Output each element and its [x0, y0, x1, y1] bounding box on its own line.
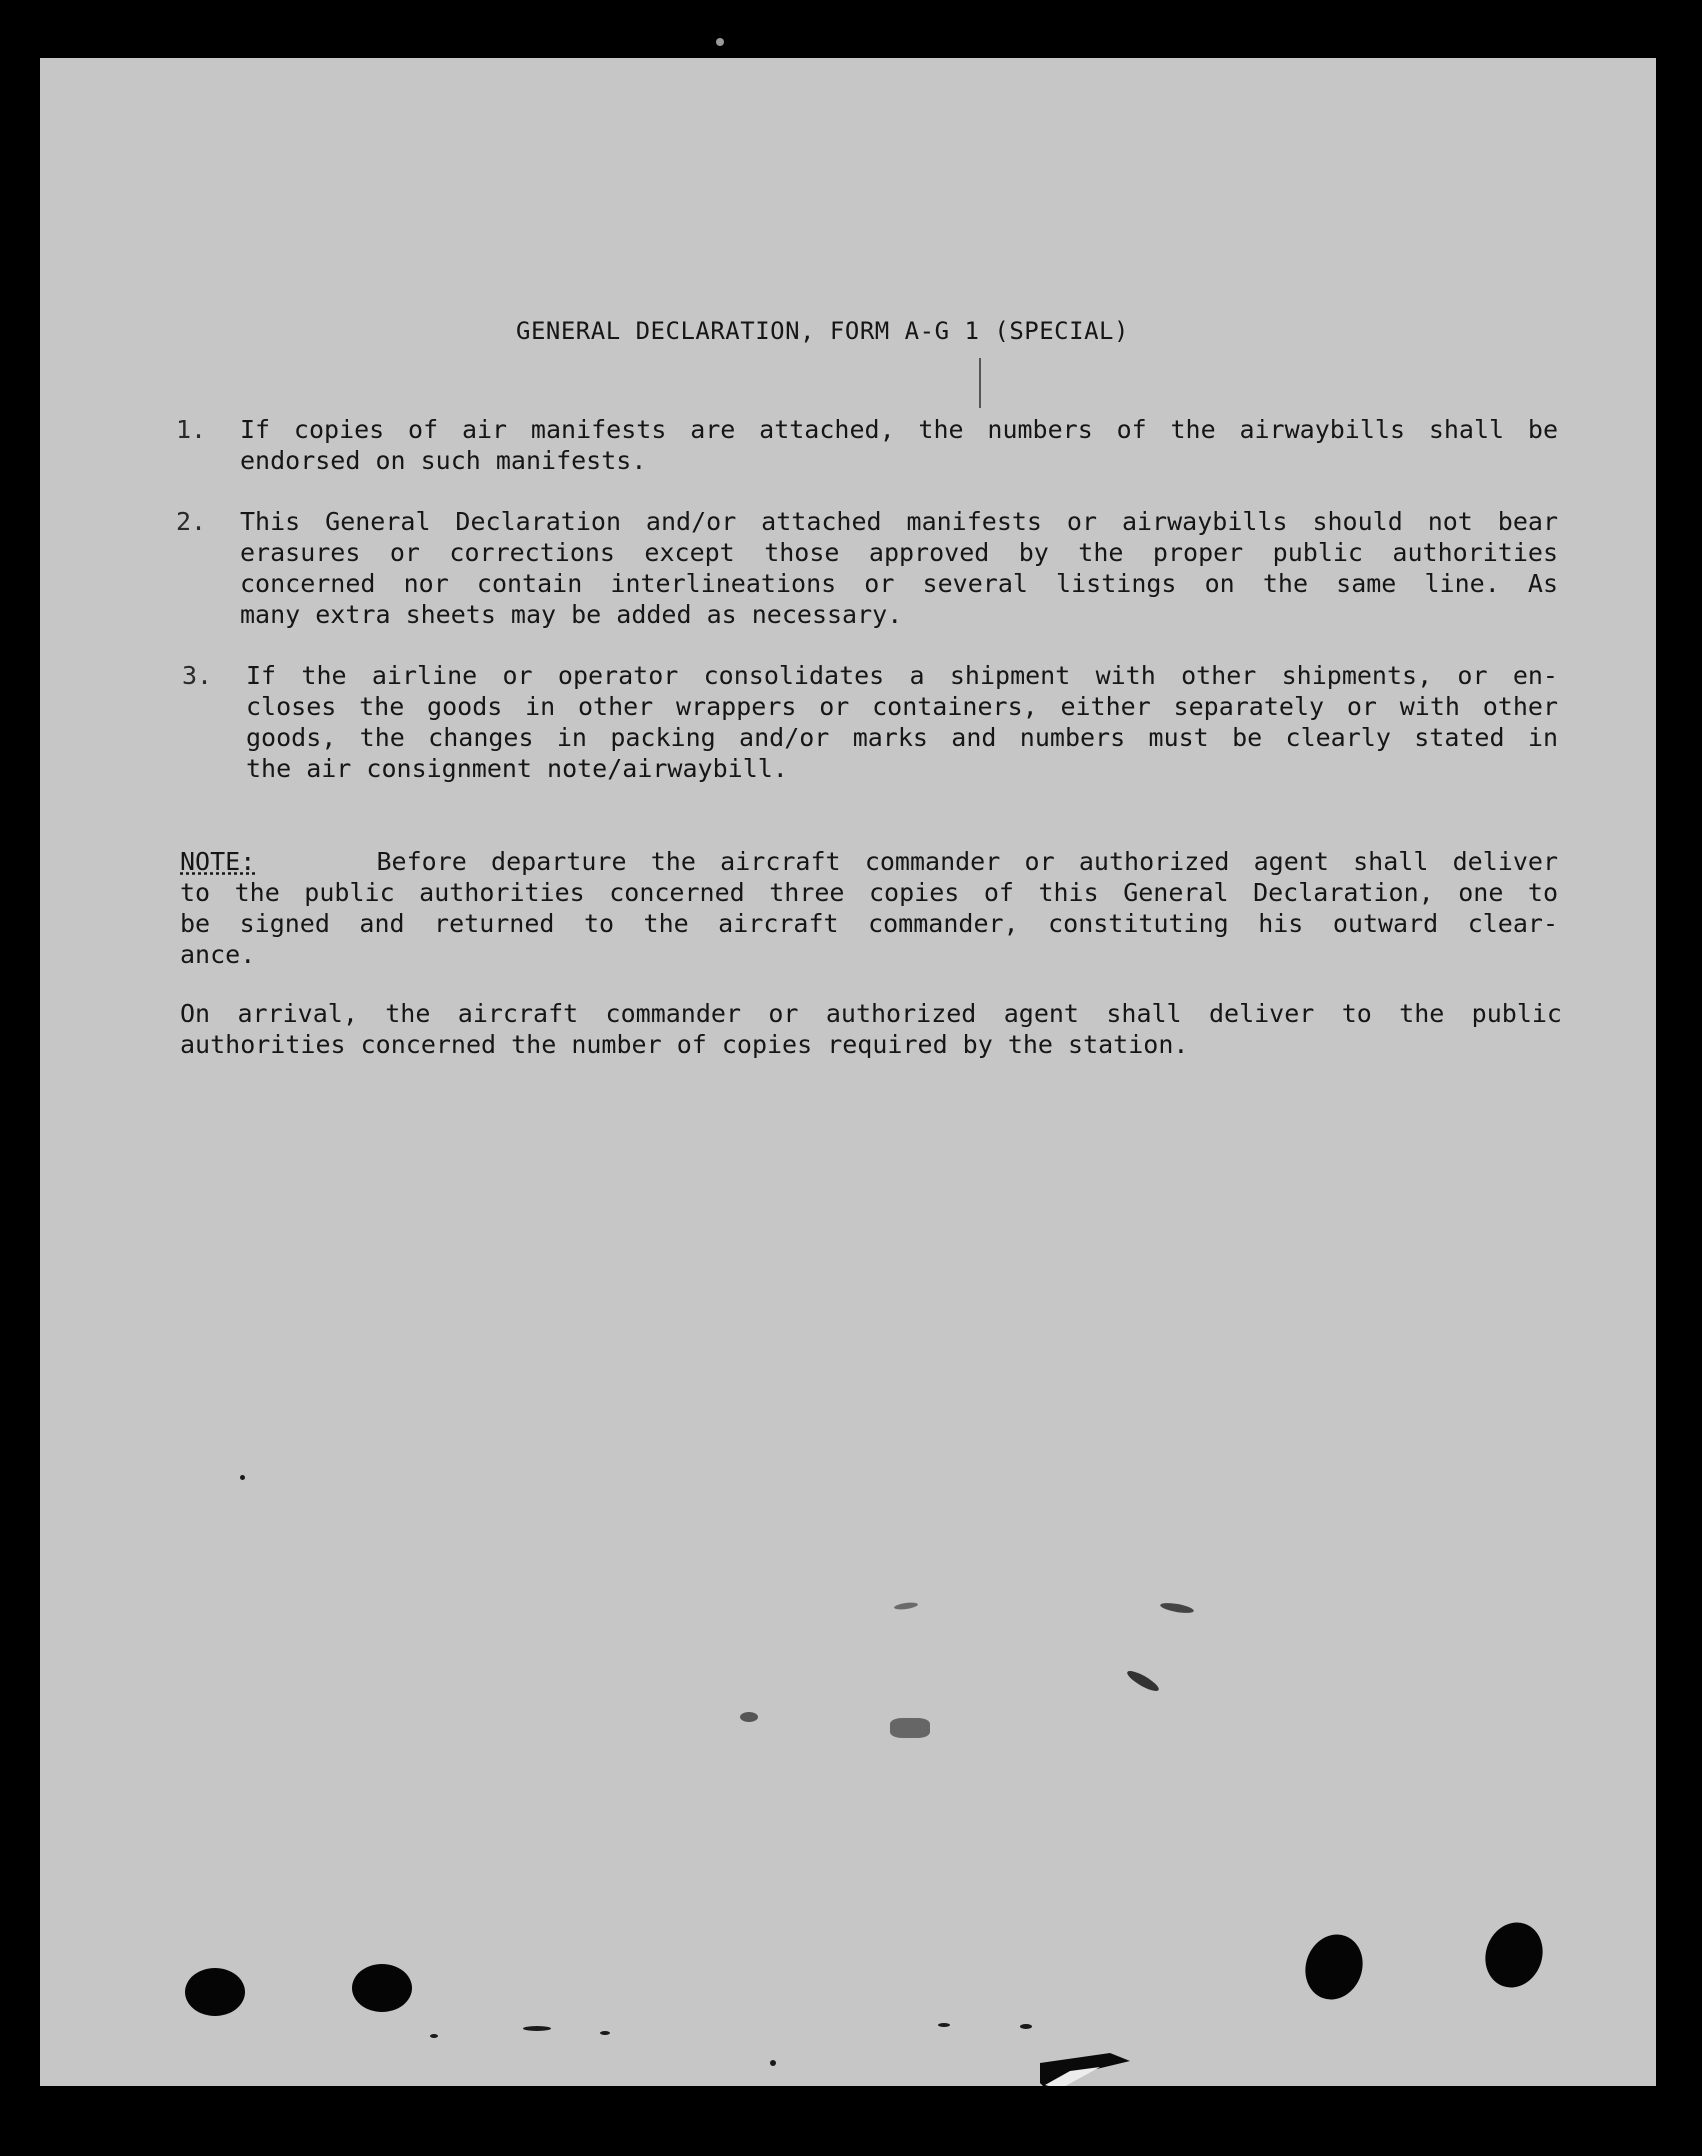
item-3-number: 3.	[182, 661, 213, 690]
item-1-number: 1.	[176, 415, 207, 444]
smudge-mark	[1160, 1601, 1195, 1615]
item-2-number: 2.	[176, 507, 207, 536]
smudge-mark	[1125, 1668, 1161, 1695]
dust-speck	[600, 2031, 610, 2035]
dust-speck	[523, 2026, 551, 2031]
faint-smudge	[740, 1712, 758, 1722]
item-3-line-3: goods, the changes in packing and/or marks and numbers must be clearly stated in	[246, 723, 1558, 752]
note-line-1	[180, 846, 1558, 877]
dust-speck	[1020, 2024, 1032, 2029]
dust-speck	[938, 2023, 950, 2027]
item-1-line-1: If copies of air manifests are attached, the numbers of the airwaybills shall be	[240, 415, 1558, 444]
margin-tick-mark	[979, 358, 981, 408]
dust-speck	[240, 1475, 245, 1480]
item-2-line-1: This General Declaration and/or attached manifests or airwaybills should not bear	[240, 507, 1558, 536]
arrival-paragraph	[180, 998, 1562, 1060]
item-1-text	[240, 414, 1558, 476]
item-3-line-4: the air consignment note/airwaybill.	[246, 754, 788, 783]
punch-hole	[1476, 1914, 1551, 1995]
item-2-line-2: erasures or corrections except those approved by the proper public authorities	[240, 538, 1558, 567]
note-line-4: ance.	[180, 940, 256, 969]
item-3-line-2: closes the goods in other wrappers or containers, either separately or with other	[246, 692, 1558, 721]
punch-hole	[352, 1964, 412, 2012]
item-1-line-2: endorsed on such manifests.	[240, 446, 647, 475]
note-first-line-text: Before departure the aircraft commander or authorized agent shall deliver	[376, 847, 1558, 876]
item-2-text	[240, 506, 1558, 630]
faint-smudge	[890, 1718, 930, 1738]
item-2-line-3: concerned nor contain interlineations or several listings on the same line. As	[240, 569, 1558, 598]
smudge-mark	[894, 1601, 919, 1610]
punch-hole	[185, 1968, 245, 2016]
item-3-text	[246, 660, 1558, 784]
torn-edge-mark	[1040, 2053, 1130, 2086]
document-title: GENERAL DECLARATION, FORM A-G 1 (SPECIAL)	[516, 317, 1129, 345]
arrival-line-1: On arrival, the aircraft commander or authorized agent shall deliver to the public	[180, 999, 1562, 1028]
note-paragraph	[180, 846, 1558, 970]
note-label: NOTE:	[180, 847, 256, 876]
item-2-line-4: many extra sheets may be added as necessary.	[240, 600, 903, 629]
dust-speck	[770, 2060, 776, 2066]
scan-speck	[716, 38, 724, 46]
note-line-3: be signed and returned to the aircraft commander, constituting his outward clear-	[180, 909, 1558, 938]
note-line-2: to the public authorities concerned three copies of this General Declaration, one to	[180, 878, 1558, 907]
arrival-line-2: authorities concerned the number of copies required by the station.	[180, 1030, 1189, 1059]
punch-hole	[1296, 1926, 1371, 2007]
item-3-line-1: If the airline or operator consolidates a shipment with other shipments, or en-	[246, 661, 1558, 690]
document-page	[40, 58, 1656, 2086]
dust-speck	[430, 2034, 438, 2038]
